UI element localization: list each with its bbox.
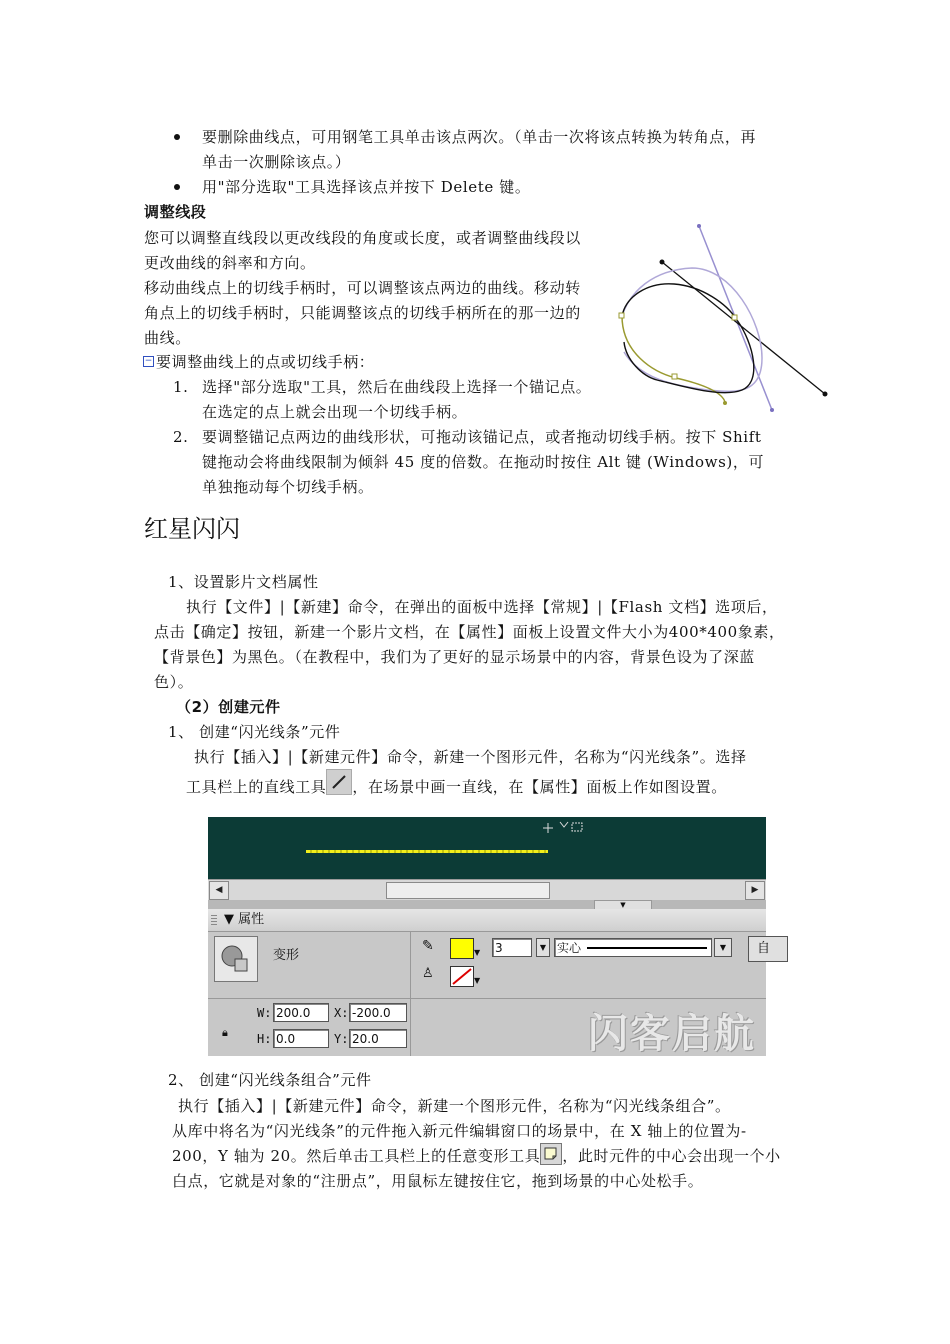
bezier-curve-illustration	[612, 222, 832, 414]
width-input[interactable]: 200.0	[273, 1003, 329, 1022]
stroke-style-select[interactable]	[554, 938, 712, 957]
paragraph-line: 您可以调整直线段以更改线段的角度或长度，或者调整曲线段以	[144, 229, 581, 247]
paragraph-line: 角点上的切线手柄时，只能调整该点的切线手柄所在的那一边的	[144, 304, 581, 322]
paragraph-line: 点击【确定】按钮，新建一个影片文档，在【属性】面板上设置文件大小为400*400象素，	[154, 623, 785, 641]
step-text: 要调整锚记点两边的曲线形状，可拖动该锚记点，或者拖动切线手柄。按下 Shift	[202, 428, 762, 446]
stroke-width-input[interactable]: 3	[492, 938, 532, 957]
tangent-handle-line	[662, 262, 825, 394]
paragraph-line: 曲线。	[144, 329, 191, 347]
step-text: 键拖动会将曲线限制为倾斜 45 度的倍数。在拖动时按住 Alt 键 (Windows)，可	[202, 453, 765, 471]
step-heading: 2、 创建“闪光线条组合”元件	[168, 1071, 372, 1089]
custom-button[interactable]: 自	[748, 936, 788, 962]
paragraph-line: 白点，它就是对象的“注册点”，用鼠标左键按住它，拖到场景的中心处松手。	[172, 1172, 704, 1190]
paragraph-text: ，此时元件的中心会出现一个小	[562, 1147, 781, 1165]
section-heading: 调整线段	[144, 203, 207, 221]
panel-splitter[interactable]: ▼	[208, 900, 766, 909]
anchor-point	[732, 315, 737, 320]
step-number: 1.	[173, 378, 189, 396]
page-title: 红星闪闪	[144, 515, 240, 543]
selected-segment	[622, 316, 725, 402]
free-transform-tool-icon	[540, 1143, 562, 1165]
bullet-text: 单击一次删除该点。）	[202, 153, 351, 171]
height-input[interactable]: 0.0	[273, 1029, 329, 1048]
step-text: 单独拖动每个切线手柄。	[202, 478, 374, 496]
lock-icon[interactable]: 🔒︎	[222, 1026, 228, 1039]
paragraph-text: ，在场景中画一直线，在【属性】面板上作如图设置。	[352, 778, 727, 796]
x-input[interactable]: -200.0	[349, 1003, 407, 1022]
chevron-down-icon: ▼	[474, 976, 481, 985]
stroke-style-dropdown[interactable]: ▼	[714, 938, 732, 957]
stroke-style-value: 实心	[557, 941, 582, 955]
w-label: W:	[257, 1006, 272, 1020]
section-heading: （2）创建元件	[176, 698, 281, 716]
y-input[interactable]: 20.0	[349, 1029, 407, 1048]
paragraph-line	[186, 775, 727, 801]
chevron-down-icon: ▼	[474, 948, 481, 957]
line-tool-icon	[326, 769, 352, 795]
collapse-icon[interactable]: −	[144, 356, 153, 366]
adjusted-curve	[622, 284, 754, 393]
anchor-point	[619, 313, 624, 318]
paragraph-text: 200，Y 轴为 20。然后单击工具栏上的任意变形工具	[172, 1147, 541, 1165]
scroll-left-button[interactable]: ◀	[209, 881, 229, 900]
step-heading: 1、设置影片文档属性	[168, 573, 319, 591]
y-label: Y:	[334, 1032, 349, 1046]
paragraph-text: 工具栏上的直线工具	[186, 778, 327, 796]
scroll-right-button[interactable]: ▶	[745, 881, 765, 900]
paragraph-line: 从库中将名为“闪光线条”的元件拖入新元件编辑窗口的场景中，在 X 轴上的位置为-	[172, 1122, 747, 1140]
shape-label: 变形	[273, 948, 300, 963]
shape-type-icon	[214, 936, 258, 982]
bullet-text: 用"部分选取"工具选择该点并按下 Delete 键。	[202, 178, 531, 196]
pencil-icon: ✎	[422, 938, 434, 954]
flash-properties-screenshot	[208, 817, 771, 1057]
horizontal-scrollbar[interactable]	[208, 879, 766, 900]
stroke-color-swatch[interactable]	[450, 938, 474, 959]
stage-area	[208, 817, 766, 879]
paragraph-line: 执行【文件】|【新建】命令，在弹出的面板中选择【常规】|【Flash 文档】选项后，	[186, 598, 778, 616]
paragraph-line: 移动曲线点上的切线手柄时，可以调整该点两边的曲线。移动转	[144, 279, 581, 297]
paragraph-line: 【背景色】为黑色。（在教程中，我们为了更好的显示场景中的内容，背景色设为了深蓝	[154, 648, 755, 666]
properties-panel-header[interactable]	[208, 909, 766, 932]
step-heading: 1、 创建“闪光线条”元件	[168, 723, 341, 741]
anchor-point	[672, 374, 677, 379]
x-label: X:	[334, 1006, 349, 1020]
collapse-label: 要调整曲线上的点或切线手柄：	[156, 353, 375, 371]
paragraph-line: 执行【插入】|【新建元件】命令，新建一个图形元件，名称为“闪光线条”。选择	[194, 748, 747, 766]
stroke-width-dropdown[interactable]: ▼	[536, 938, 550, 957]
paragraph-line: 色）。	[154, 673, 194, 691]
paragraph-line: 执行【插入】|【新建元件】命令，新建一个图形元件，名称为“闪光线条组合”。	[178, 1097, 731, 1115]
properties-title: ▼ 属性	[224, 912, 265, 927]
scroll-thumb[interactable]	[386, 882, 550, 899]
stroke-line	[306, 850, 548, 853]
properties-body	[208, 932, 771, 1057]
bullet-dot	[174, 184, 180, 190]
step-text: 选择"部分选取"工具，然后在曲线段上选择一个锚记点。	[202, 378, 592, 396]
step-text: 在选定的点上就会出现一个切线手柄。	[202, 403, 468, 421]
h-label: H:	[257, 1032, 272, 1046]
bullet-dot	[174, 134, 180, 140]
watermark-text: 闪客启航	[588, 1011, 756, 1057]
paragraph-line	[172, 1144, 781, 1169]
line-cursor-icon	[540, 819, 590, 835]
bullet-text: 要删除曲线点，可用钢笔工具单击该点两次。（单击一次将该点转换为转角点，再	[202, 128, 757, 146]
paragraph-line: 更改曲线的斜率和方向。	[144, 254, 316, 272]
step-number: 2.	[173, 428, 189, 446]
fill-color-swatch[interactable]	[450, 966, 474, 987]
paint-bucket-icon: ♙	[422, 966, 434, 981]
